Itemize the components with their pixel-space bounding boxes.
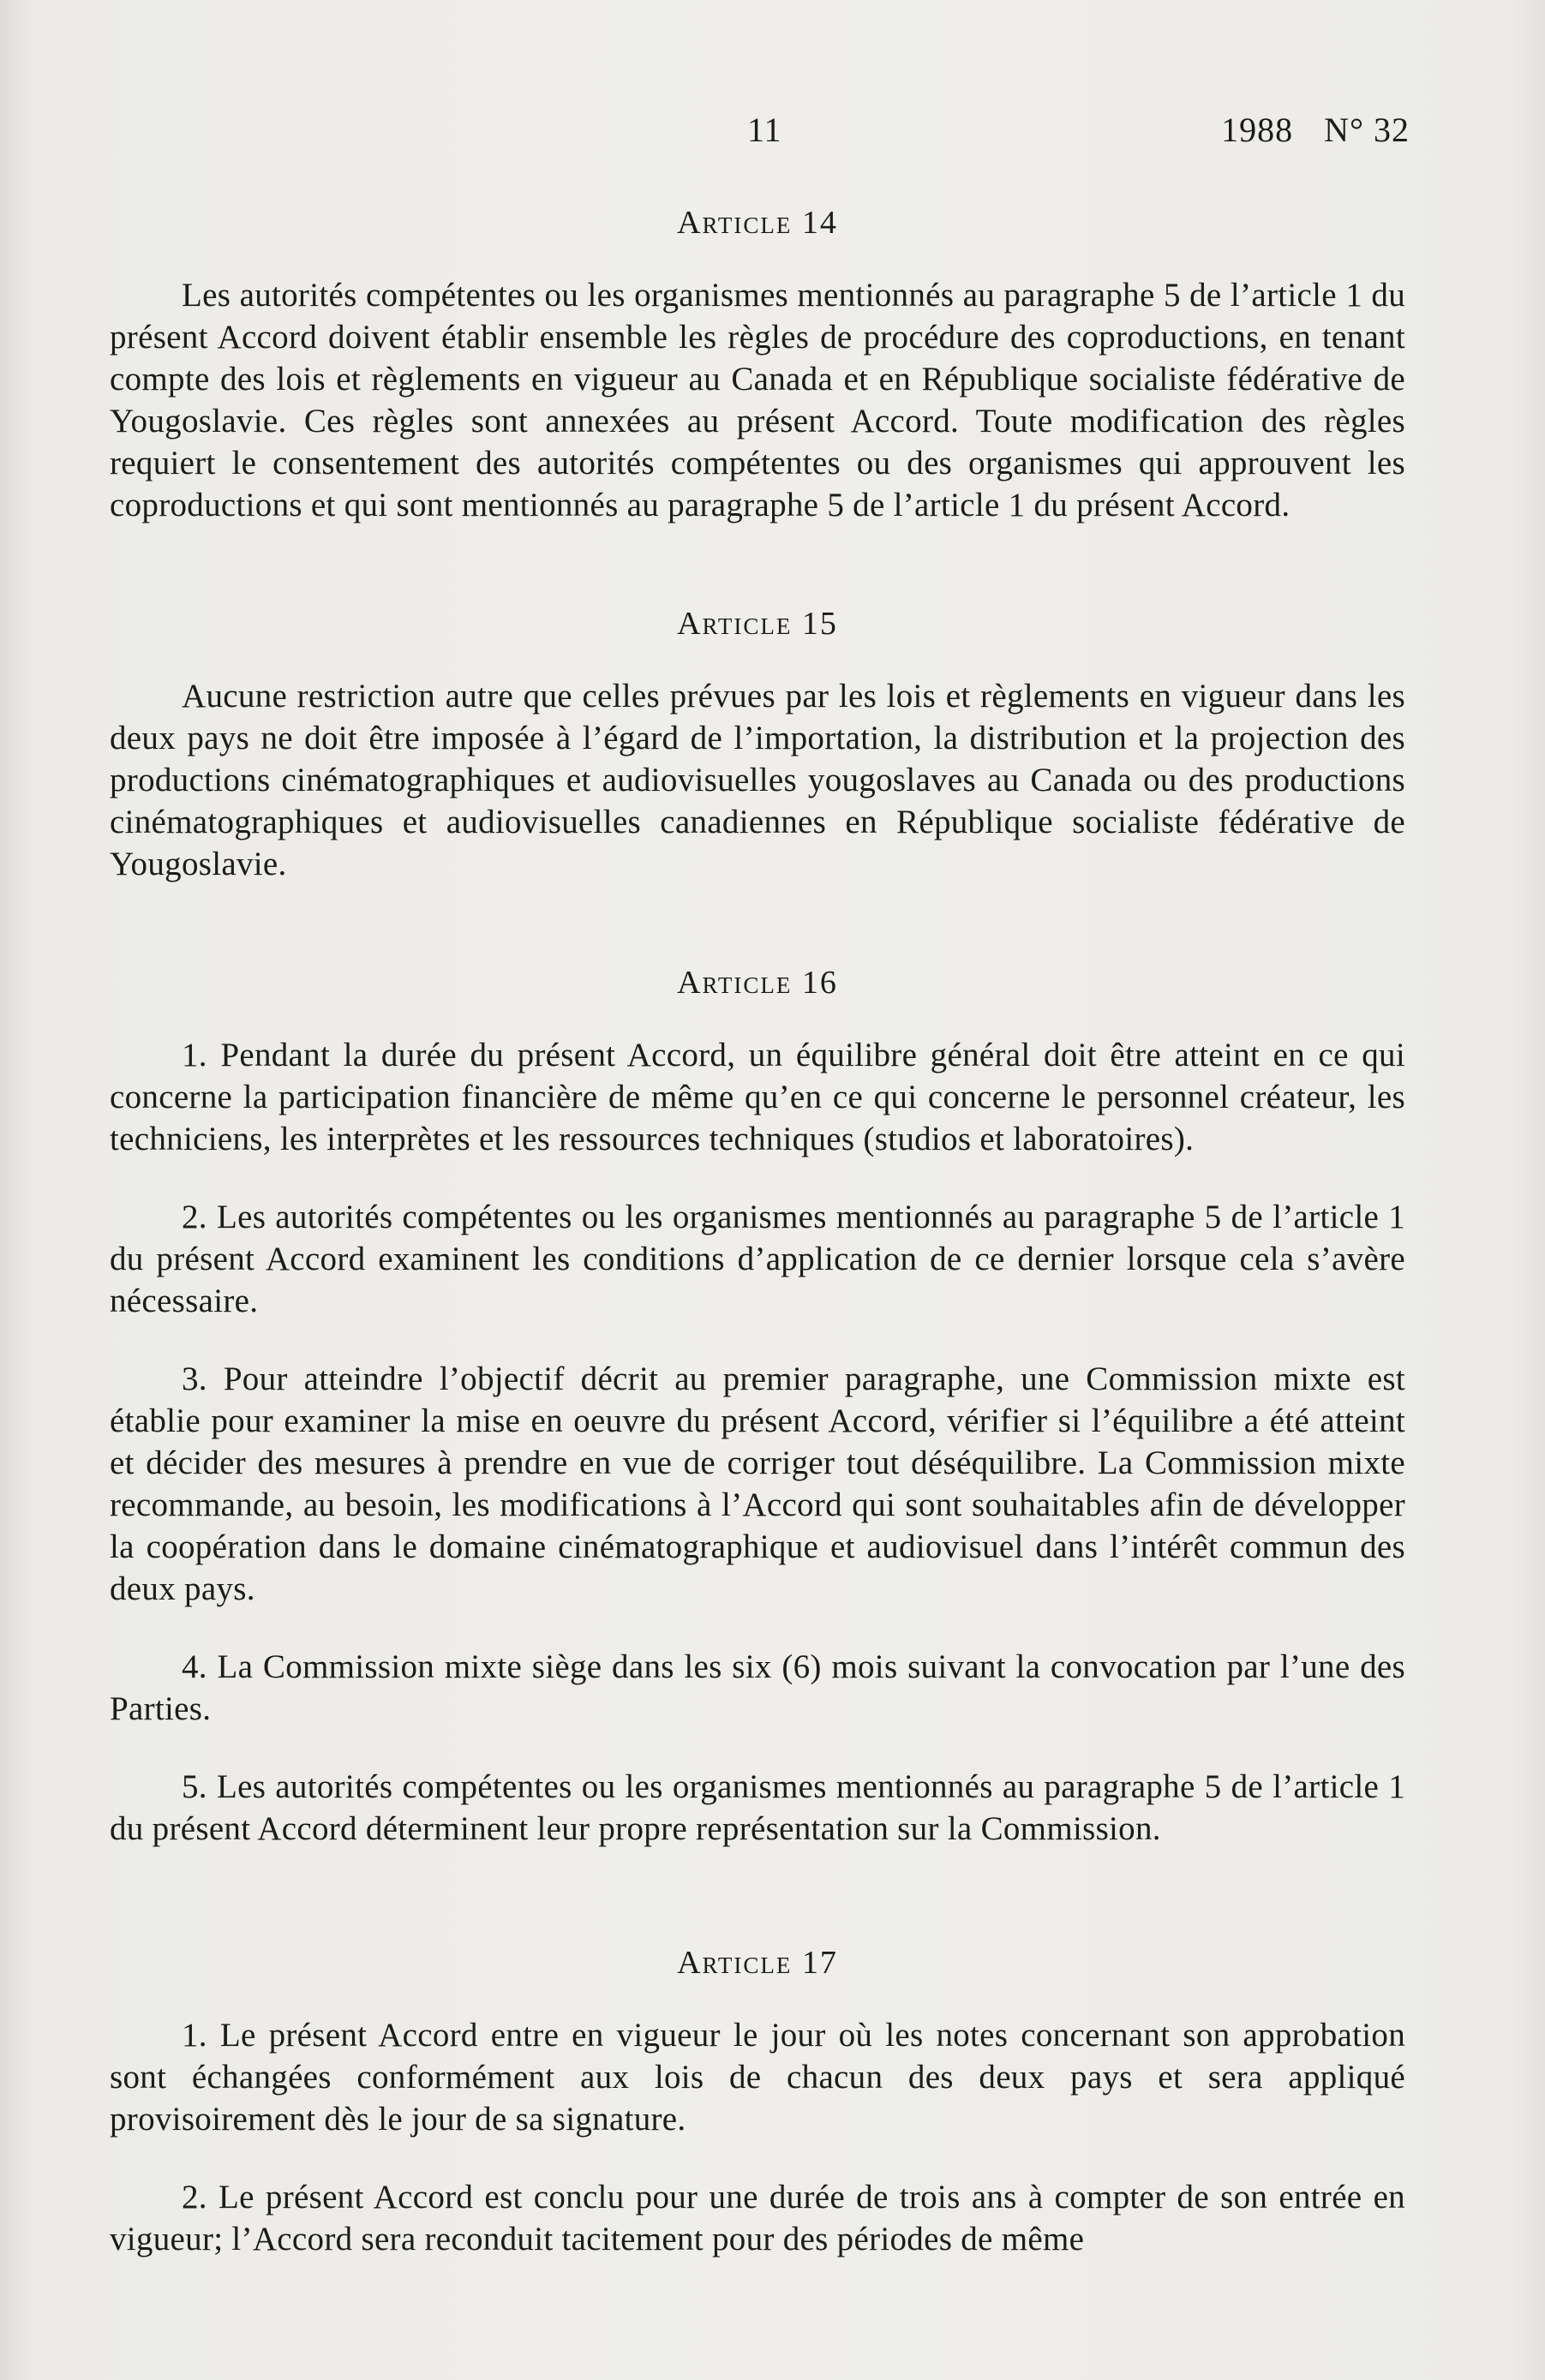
paragraph: 2. Le présent Accord est conclu pour une durée de trois ans à compter de son entrée en vigueur; l’Accord sera reconduit tacitement pour des périodes de même bbox=[110, 2179, 1405, 2257]
paragraph: 2. Les autorités compétentes ou les organismes mentionnés au paragraphe 5 de l’article 1 du présent Accord examinent les conditions d’application de ce dernier lorsque cela s’avère nécessaire. bbox=[110, 1199, 1405, 1319]
article-title: Article 16 bbox=[677, 965, 838, 1001]
paragraph: 4. La Commission mixte siège dans les six (6) mois suivant la convocation par l’une des Parties. bbox=[110, 1648, 1405, 1727]
article-title: Article 14 bbox=[677, 205, 838, 241]
article-14 bbox=[110, 204, 1405, 526]
paragraph: Les autorités compétentes ou les organismes mentionnés au paragraphe 5 de l’article 1 du présent Accord doivent établir ensemble les règles de procédure des coproductions, en tenant compte des lois et règlements en vigueur au Canada et en République socialiste fédérative de Yougoslavie. Ces règles sont annexées au présent Accord. Toute modification des règles requiert le consentement des autorités compétentes ou des organismes qui approuvent les coproductions et qui sont mentionnés au paragraphe 5 de l’article 1 du présent Accord. bbox=[110, 277, 1405, 523]
paragraph: 1. Pendant la durée du présent Accord, un équilibre général doit être atteint en ce qui concerne la participation financière de même qu’en ce qui concerne le personnel créateur, les techniciens, les interprètes et les ressources techniques (studios et laboratoires). bbox=[110, 1037, 1405, 1157]
running-header bbox=[1221, 110, 1410, 150]
page-number: 11 bbox=[747, 111, 782, 149]
article-title: Article 15 bbox=[677, 606, 838, 642]
article-title: Article 17 bbox=[677, 1945, 838, 1981]
paragraph: 3. Pour atteindre l’objectif décrit au premier paragraphe, une Commission mixte est établie pour examiner la mise en oeuvre du présent Accord, vérifier si l’équilibre a été atteint et décider des mesures à prendre en vue de corriger tout déséquilibre. La Commission mixte recommande, au besoin, les modifications à l’Accord qui sont souhaitables afin de développer la coopération dans le domaine cinématographique et audiovisuel dans l’intérêt commun des deux pays. bbox=[110, 1360, 1405, 1607]
document-body bbox=[110, 204, 1405, 2260]
article-16 bbox=[110, 964, 1405, 1850]
article-17 bbox=[110, 1944, 1405, 2260]
header-number: N° 32 bbox=[1324, 111, 1410, 149]
paragraph: Aucune restriction autre que celles prévues par les lois et règlements en vigueur dans les deux pays ne doit être imposée à l’égard de l’importation, la distribution et la projection des productions cinématographiques et audiovisuelles yougoslaves au Canada ou des productions cinématographiques et audiovisuelles canadiennes en République socialiste fédérative de Yougoslavie. bbox=[110, 678, 1405, 882]
paragraph: 1. Le présent Accord entre en vigueur le jour où les notes concernant son approbation sont échangées conformément aux lois de chacun des deux pays et sera appliqué provisoirement dès le jour de sa signature. bbox=[110, 2017, 1405, 2138]
paragraph: 5. Les autorités compétentes ou les organismes mentionnés au paragraphe 5 de l’article 1 du présent Accord déterminent leur propre représentation sur la Commission. bbox=[110, 1768, 1405, 1847]
article-15 bbox=[110, 605, 1405, 885]
header-year: 1988 bbox=[1221, 111, 1294, 149]
